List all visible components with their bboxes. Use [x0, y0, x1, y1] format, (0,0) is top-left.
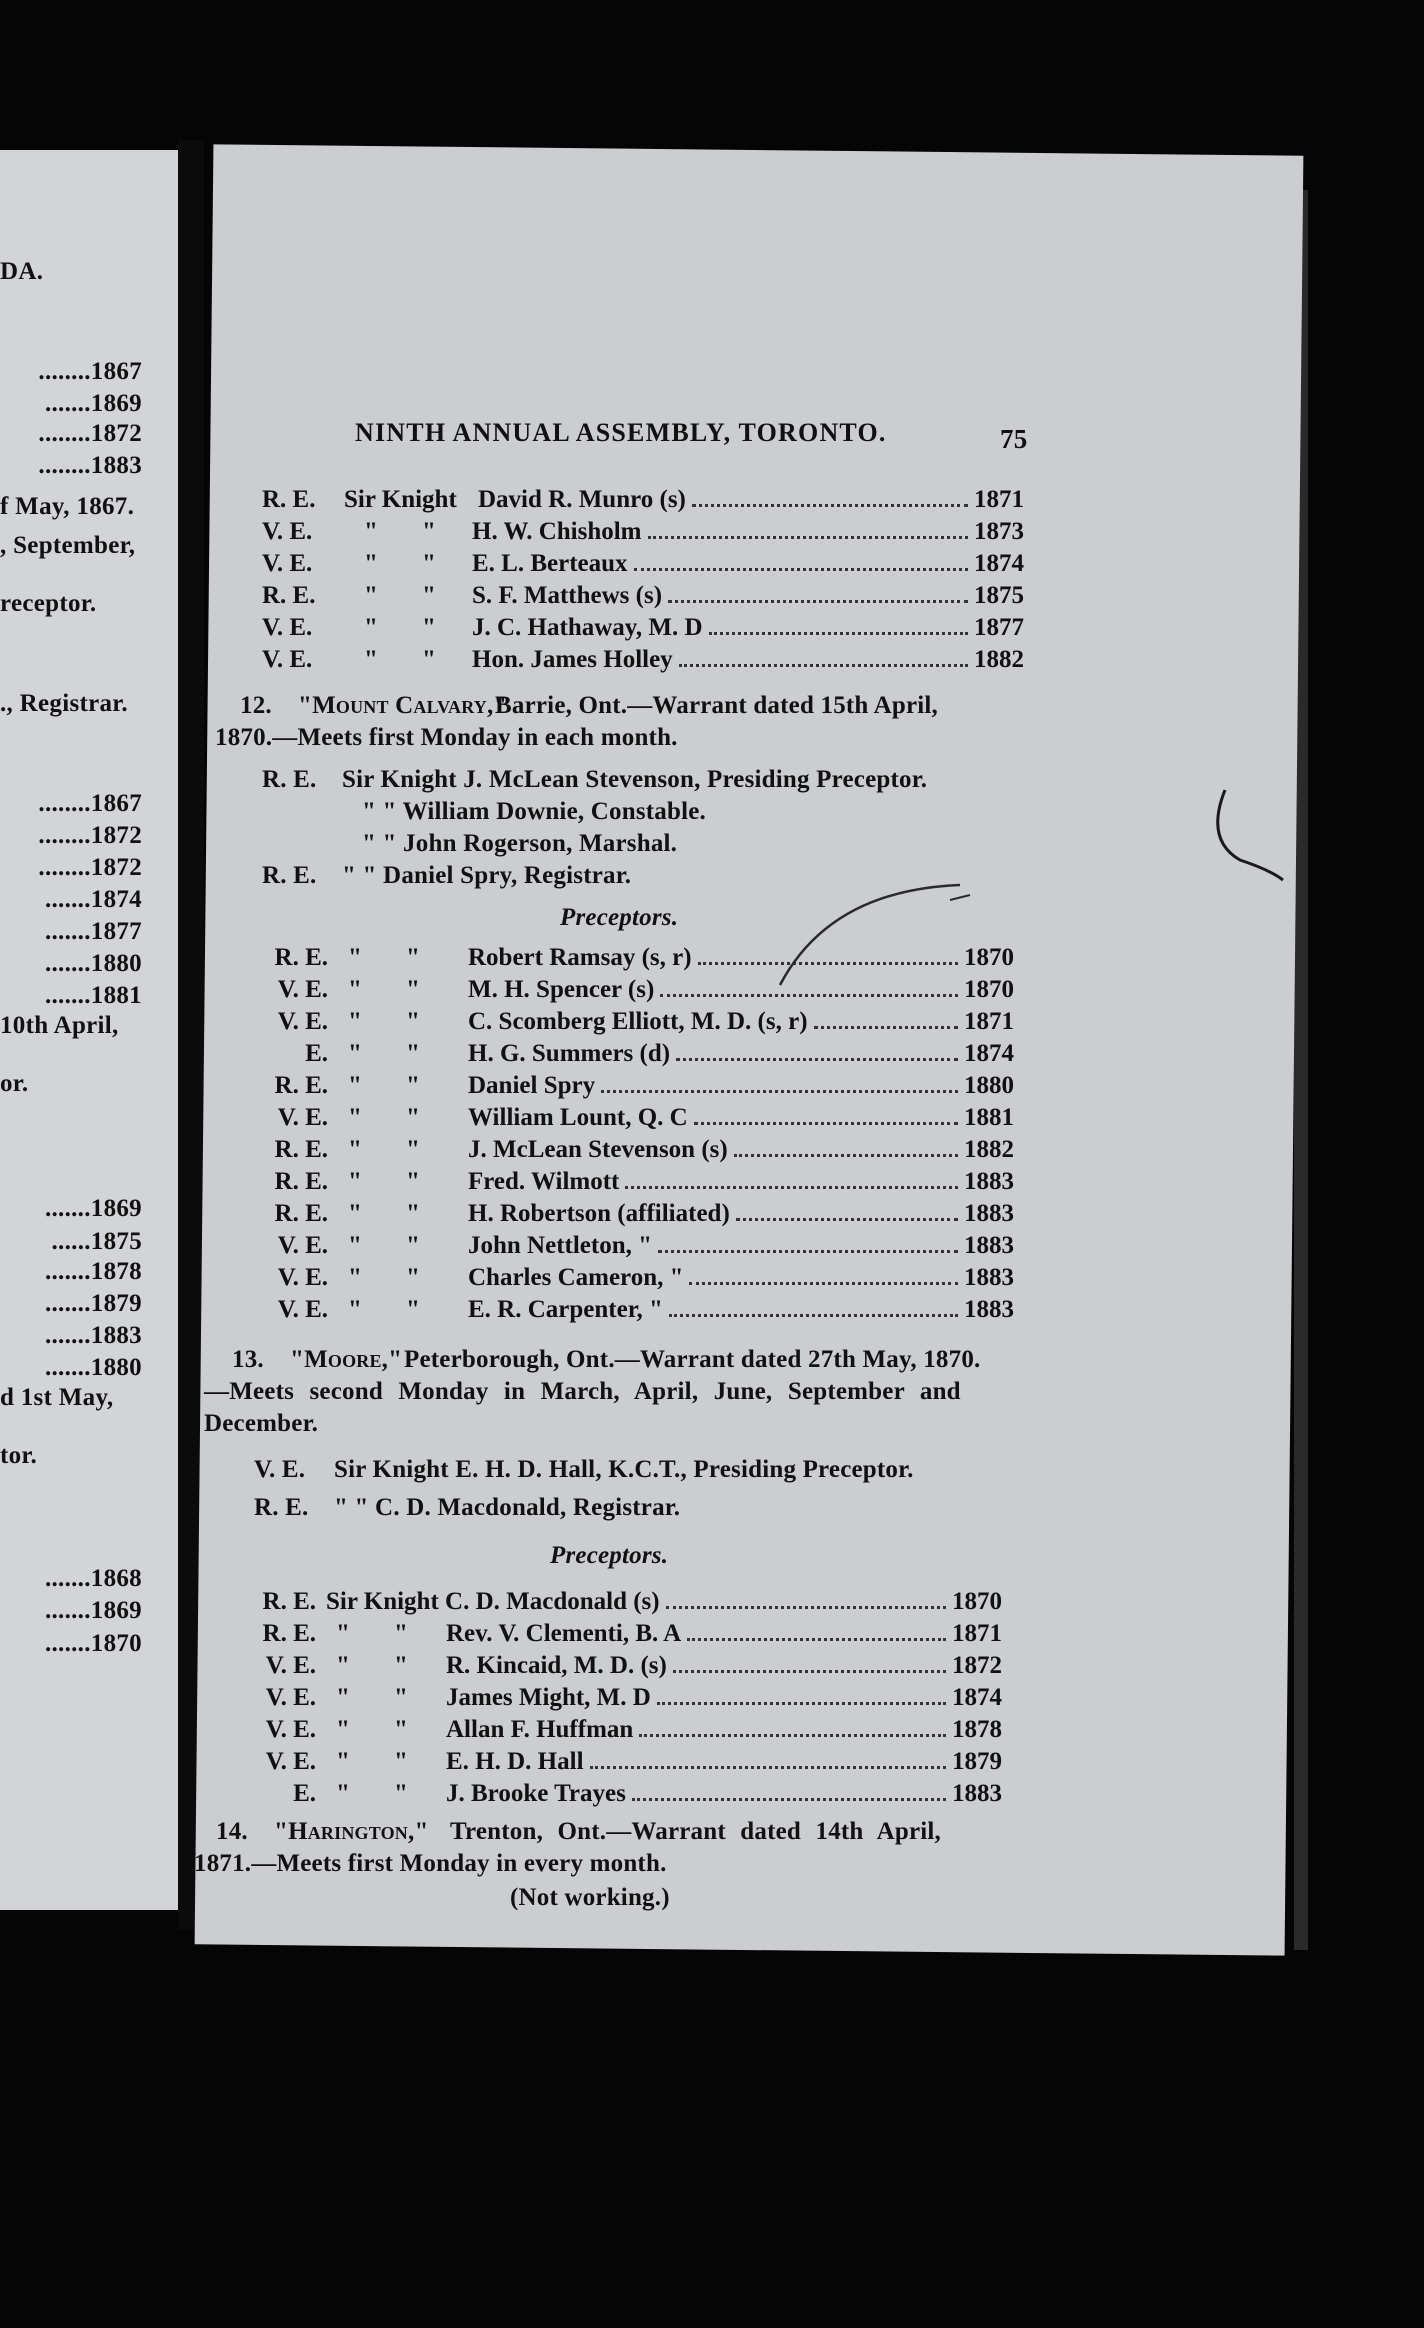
- entry-year: 1871: [964, 1008, 1014, 1035]
- entry-title: Sir Knight: [344, 486, 457, 513]
- preceptor-entry: [246, 1588, 1002, 1620]
- entry-name: E. R. Carpenter, ": [468, 1296, 663, 1323]
- left-page-fragment: receptor.: [0, 590, 97, 617]
- entry-name: J. C. Hathaway, M. D: [472, 614, 703, 641]
- entry-year: 1871: [952, 1620, 1002, 1647]
- ditto-mark: ": [394, 1620, 408, 1647]
- dot-leader: [660, 976, 958, 997]
- preceptor-entry: [262, 646, 1024, 678]
- ditto-mark: ": [348, 976, 362, 1003]
- preceptor-entry: [258, 1232, 1014, 1264]
- left-page-fragment: f May, 1867.: [0, 493, 135, 520]
- preceptor-entry: [246, 1748, 1002, 1780]
- running-header: NINTH ANNUAL ASSEMBLY, TORONTO.: [355, 418, 887, 447]
- entry-name: J. Brooke Trayes: [446, 1780, 626, 1807]
- preceptor-entry: [258, 1296, 1014, 1328]
- entry-name: C. Scomberg Elliott, M. D. (s, r): [468, 1008, 808, 1035]
- ditto-mark: ": [406, 1104, 420, 1131]
- ditto-mark: ": [422, 550, 436, 577]
- ditto-mark: ": [406, 1296, 420, 1323]
- dot-leader: [676, 1040, 958, 1061]
- officer-line: " " C. D. Macdonald, Registrar.: [334, 1494, 681, 1521]
- ditto-mark: ": [394, 1684, 408, 1711]
- ditto-mark: ": [364, 518, 378, 545]
- entry-year: 1870: [964, 944, 1014, 971]
- ditto-mark: ": [348, 1232, 362, 1259]
- preceptors-heading: Preceptors.: [550, 1542, 669, 1569]
- entry-name: Sir Knight C. D. Macdonald (s): [326, 1588, 660, 1615]
- preceptors-heading: Preceptors.: [560, 904, 679, 931]
- ditto-mark: ": [336, 1780, 350, 1807]
- entry-year: 1874: [974, 550, 1024, 577]
- ditto-mark: ": [336, 1748, 350, 1775]
- ditto-mark: ": [336, 1652, 350, 1679]
- left-page-fragment: ........1883: [38, 452, 142, 479]
- ditto-mark: ": [406, 1072, 420, 1099]
- entry-year: 1872: [952, 1652, 1002, 1679]
- preceptor-entry: [262, 614, 1024, 646]
- left-page-fragment: .......1878: [44, 1258, 142, 1285]
- left-page-fragment: ........1867: [38, 790, 142, 817]
- dot-leader: [673, 1652, 946, 1673]
- left-page-fragment: .......1869: [44, 1597, 142, 1624]
- dot-leader: [687, 1620, 946, 1641]
- lodge-name: "Mount Calvary,": [298, 692, 508, 719]
- entry-rank: R. E.: [274, 1136, 328, 1163]
- ditto-mark: ": [364, 614, 378, 641]
- officer-line: " " Daniel Spry, Registrar.: [342, 862, 632, 889]
- entry-rank: V. E.: [277, 1008, 328, 1035]
- entry-name: John Nettleton, ": [468, 1232, 653, 1259]
- ditto-mark: ": [336, 1620, 350, 1647]
- dot-leader: [625, 1168, 958, 1189]
- entry-rank: R. E.: [274, 944, 328, 971]
- left-page-fragment: ......1875: [51, 1228, 142, 1255]
- preceptor-entry: [258, 1200, 1014, 1232]
- ditto-mark: ": [364, 550, 378, 577]
- dot-leader: [689, 1264, 958, 1285]
- ditto-mark: ": [406, 1200, 420, 1227]
- ditto-mark: ": [364, 646, 378, 673]
- preceptor-entry: [258, 1168, 1014, 1200]
- entry-rank: R. E.: [274, 1200, 328, 1227]
- entry-rank: V. E.: [262, 614, 313, 641]
- entry-rank: E.: [305, 1040, 328, 1067]
- ditto-mark: ": [406, 976, 420, 1003]
- ditto-mark: ": [394, 1780, 408, 1807]
- preceptor-entry: [258, 1008, 1014, 1040]
- dot-leader: [814, 1008, 958, 1029]
- left-page-fragment: .......1870: [44, 1630, 142, 1657]
- preceptor-entry: [258, 976, 1014, 1008]
- dot-leader: [734, 1136, 958, 1157]
- entry-rank: V. E.: [265, 1652, 316, 1679]
- section-intro: Trenton, Ont.—Warrant dated 14th April,: [450, 1818, 941, 1845]
- entry-year: 1883: [964, 1200, 1014, 1227]
- ditto-mark: ": [406, 1008, 420, 1035]
- entry-rank: R. E.: [262, 486, 316, 513]
- entry-name: H. G. Summers (d): [468, 1040, 671, 1067]
- dot-leader: [658, 1232, 958, 1253]
- dot-leader: [698, 944, 958, 965]
- entry-name: Daniel Spry: [468, 1072, 596, 1099]
- preceptor-entry: [262, 486, 1024, 518]
- officer-line: Sir Knight J. McLean Stevenson, Presiding Preceptor.: [342, 766, 928, 793]
- ditto-mark: ": [406, 944, 420, 971]
- entry-name: Charles Cameron, ": [468, 1264, 684, 1291]
- entry-rank: V. E.: [277, 976, 328, 1003]
- section-number: 13.: [232, 1346, 264, 1373]
- ditto-mark: ": [348, 1040, 362, 1067]
- section-meeting: 1870.—Meets first Monday in each month.: [215, 724, 678, 751]
- ditto-mark: ": [406, 1040, 420, 1067]
- dot-leader: [634, 550, 968, 571]
- section-number: 12.: [240, 692, 272, 719]
- entry-rank: V. E.: [277, 1264, 328, 1291]
- entry-rank: V. E.: [262, 550, 313, 577]
- entry-year: 1874: [964, 1040, 1014, 1067]
- entry-rank: V. E.: [265, 1748, 316, 1775]
- left-page-fragment: DA.: [0, 258, 44, 285]
- entry-rank: R. E.: [262, 1588, 316, 1615]
- entry-year: 1882: [974, 646, 1024, 673]
- ditto-mark: ": [406, 1136, 420, 1163]
- ditto-mark: ": [348, 1168, 362, 1195]
- left-page-fragment: .......1883: [44, 1322, 142, 1349]
- entry-year: 1880: [964, 1072, 1014, 1099]
- entry-rank: V. E.: [262, 646, 313, 673]
- dot-leader: [668, 582, 968, 603]
- ditto-mark: ": [336, 1716, 350, 1743]
- officer-rank: R. E.: [254, 1494, 309, 1521]
- entry-rank: V. E.: [277, 1296, 328, 1323]
- entry-name: M. H. Spencer (s): [468, 976, 655, 1003]
- entry-name: Rev. V. Clementi, B. A: [446, 1620, 682, 1647]
- left-page-fragment: .......1869: [44, 1195, 142, 1222]
- entry-year: 1879: [952, 1748, 1002, 1775]
- dot-leader: [657, 1684, 946, 1705]
- entry-rank: E.: [293, 1780, 316, 1807]
- left-page-fragment: .......1874: [44, 886, 142, 913]
- entry-year: 1871: [974, 486, 1024, 513]
- entry-rank: V. E.: [262, 518, 313, 545]
- left-page-fragment: .......1877: [44, 918, 142, 945]
- left-page-fragment: ........1872: [38, 822, 142, 849]
- ditto-mark: ": [336, 1684, 350, 1711]
- left-page-fragment: or.: [0, 1070, 29, 1097]
- left-page-fragment: ........1867: [38, 358, 142, 385]
- left-page-fragment: .......1869: [44, 390, 142, 417]
- entry-name: Allan F. Huffman: [446, 1716, 634, 1743]
- ditto-mark: ": [406, 1168, 420, 1195]
- section-intro: Peterborough, Ont.—Warrant dated 27th May, 1870.: [404, 1346, 981, 1373]
- ditto-mark: ": [348, 1104, 362, 1131]
- entry-year: 1870: [952, 1588, 1002, 1615]
- left-page-fragment: .......1880: [44, 950, 142, 977]
- entry-year: 1882: [964, 1136, 1014, 1163]
- ditto-mark: ": [348, 1008, 362, 1035]
- entry-rank: R. E.: [274, 1168, 328, 1195]
- status-note: (Not working.): [510, 1884, 670, 1911]
- left-page-fragment: .......1868: [44, 1565, 142, 1592]
- preceptor-entry: [258, 1264, 1014, 1296]
- entry-name: H. Robertson (affiliated): [468, 1200, 730, 1227]
- officer-line: " " William Downie, Constable.: [362, 798, 706, 825]
- entry-year: 1875: [974, 582, 1024, 609]
- entry-year: 1881: [964, 1104, 1014, 1131]
- dot-leader: [669, 1296, 958, 1317]
- preceptor-entry: [258, 1072, 1014, 1104]
- dot-leader: [692, 486, 968, 507]
- left-page-fragment: .......1880: [44, 1354, 142, 1381]
- preceptor-entry: [262, 582, 1024, 614]
- dot-leader: [601, 1072, 958, 1093]
- entry-rank: V. E.: [277, 1104, 328, 1131]
- section-meeting: —Meets second Monday in March, April, June, September and: [204, 1378, 961, 1405]
- officer-rank: V. E.: [254, 1456, 306, 1483]
- ditto-mark: ": [348, 1296, 362, 1323]
- entry-name: S. F. Matthews (s): [472, 582, 663, 609]
- preceptor-entry: [258, 1136, 1014, 1168]
- dot-leader: [632, 1780, 946, 1801]
- dot-leader: [694, 1104, 958, 1125]
- section-meeting: December.: [204, 1410, 319, 1437]
- entry-name: R. Kincaid, M. D. (s): [446, 1652, 667, 1679]
- preceptor-entry: [246, 1716, 1002, 1748]
- lodge-name: "Moore,": [290, 1346, 403, 1373]
- entry-rank: R. E.: [262, 582, 316, 609]
- ditto-mark: ": [394, 1652, 408, 1679]
- left-page-fragment: ., Registrar.: [0, 690, 128, 717]
- preceptor-entry: [246, 1780, 1002, 1812]
- entry-name: Hon. James Holley: [472, 646, 673, 673]
- preceptor-entry: [258, 1104, 1014, 1136]
- ditto-mark: ": [348, 1136, 362, 1163]
- preceptor-entry: [246, 1684, 1002, 1716]
- officer-line: " " John Rogerson, Marshal.: [362, 830, 678, 857]
- dot-leader: [679, 646, 968, 667]
- ditto-mark: ": [422, 646, 436, 673]
- entry-rank: V. E.: [265, 1716, 316, 1743]
- dot-leader: [736, 1200, 958, 1221]
- entry-name: E. H. D. Hall: [446, 1748, 584, 1775]
- entry-year: 1874: [952, 1684, 1002, 1711]
- entry-name: David R. Munro (s): [478, 486, 686, 513]
- entry-year: 1883: [964, 1168, 1014, 1195]
- entry-year: 1873: [974, 518, 1024, 545]
- entry-year: 1883: [964, 1264, 1014, 1291]
- preceptor-entry: [262, 550, 1024, 582]
- ditto-mark: ": [348, 1200, 362, 1227]
- left-page-fragment: ........1872: [38, 420, 142, 447]
- entry-year: 1883: [964, 1296, 1014, 1323]
- section-number: 14.: [216, 1818, 248, 1845]
- dot-leader: [666, 1588, 946, 1609]
- left-page-fragment: 10th April,: [0, 1012, 119, 1039]
- ditto-mark: ": [348, 1072, 362, 1099]
- entry-name: H. W. Chisholm: [472, 518, 642, 545]
- ditto-mark: ": [394, 1748, 408, 1775]
- entry-rank: V. E.: [265, 1684, 316, 1711]
- left-page-fragment: tor.: [0, 1442, 38, 1469]
- entry-name: William Lount, Q. C: [468, 1104, 688, 1131]
- ditto-mark: ": [394, 1716, 408, 1743]
- left-page-fragment: .......1881: [44, 982, 142, 1009]
- entry-year: 1878: [952, 1716, 1002, 1743]
- left-page-fragment: d 1st May,: [0, 1384, 114, 1411]
- entry-year: 1883: [952, 1780, 1002, 1807]
- preceptor-entry: [262, 518, 1024, 550]
- entry-name: J. McLean Stevenson (s): [468, 1136, 728, 1163]
- ditto-mark: ": [364, 582, 378, 609]
- ditto-mark: ": [348, 1264, 362, 1291]
- ditto-mark: ": [406, 1264, 420, 1291]
- entry-rank: R. E.: [274, 1072, 328, 1099]
- entry-year: 1877: [974, 614, 1024, 641]
- dot-leader: [590, 1748, 946, 1769]
- ditto-mark: ": [422, 614, 436, 641]
- entry-year: 1870: [964, 976, 1014, 1003]
- page-number: 75: [1000, 424, 1028, 454]
- entry-name: E. L. Berteaux: [472, 550, 628, 577]
- section-intro: Barrie, Ont.—Warrant dated 15th April,: [495, 692, 939, 719]
- left-page-fragment: ........1872: [38, 854, 142, 881]
- preceptor-entry: [246, 1652, 1002, 1684]
- entry-name: James Might, M. D: [446, 1684, 651, 1711]
- preceptor-entry: [258, 1040, 1014, 1072]
- entry-rank: R. E.: [262, 1620, 316, 1647]
- dot-leader: [709, 614, 968, 635]
- entry-name: Fred. Wilmott: [468, 1168, 620, 1195]
- ditto-mark: ": [422, 518, 436, 545]
- ditto-mark: ": [422, 582, 436, 609]
- lodge-name: "Harington,": [274, 1818, 429, 1845]
- entry-name: Robert Ramsay (s, r): [468, 944, 692, 971]
- dot-leader: [639, 1716, 946, 1737]
- preceptor-entry: [258, 944, 1014, 976]
- officer-rank: R. E.: [262, 862, 317, 889]
- left-page-fragment: .......1879: [44, 1290, 142, 1317]
- entry-year: 1883: [964, 1232, 1014, 1259]
- ditto-mark: ": [406, 1232, 420, 1259]
- left-page-fragment: , September,: [0, 532, 136, 559]
- officer-line: Sir Knight E. H. D. Hall, K.C.T., Presiding Preceptor.: [334, 1456, 914, 1483]
- ditto-mark: ": [348, 944, 362, 971]
- entry-rank: V. E.: [277, 1232, 328, 1259]
- section-meeting: 1871.—Meets first Monday in every month.: [194, 1850, 667, 1877]
- officer-rank: R. E.: [262, 766, 317, 793]
- dot-leader: [648, 518, 968, 539]
- preceptor-entry: [246, 1620, 1002, 1652]
